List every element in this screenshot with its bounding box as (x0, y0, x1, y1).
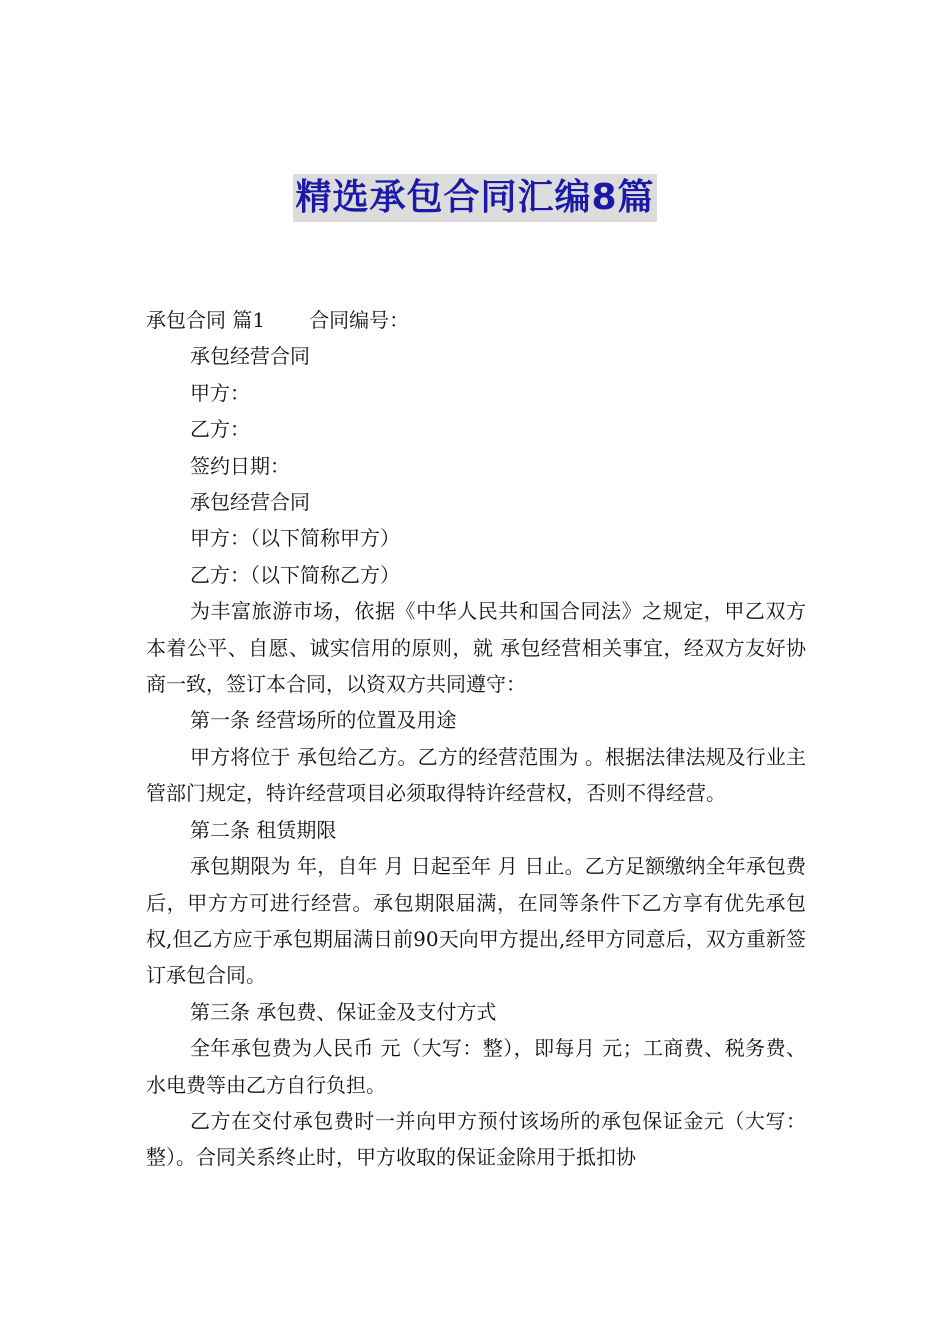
party-a-line: 甲方：（以下简称甲方） (190, 526, 400, 551)
signing-date-line: 签约日期： (190, 453, 290, 478)
party-a-line: 甲方： (190, 380, 250, 405)
contract-line: 承包经营合同 (190, 344, 310, 369)
article-3-title: 第三条 承包费、保证金及支付方式 (190, 999, 497, 1024)
article-3-text-1: 全年承包费为人民币 元（大写：整），即每月 元；工商费、税务费、水电费等由乙方自行负担。 (146, 1036, 806, 1097)
section-heading-title: 承包合同 篇1 (146, 308, 266, 332)
document-title: 精选承包合同汇编8篇 (293, 174, 656, 222)
article-1-text: 甲方将位于 承包给乙方。乙方的经营范围为 。根据法律法规及行业主管部门规定，特许经营项目必须取得特许经营权，否则不得经营。 (146, 744, 806, 806)
title-container (0, 174, 950, 222)
article-1-title: 第一条 经营场所的位置及用途 (190, 708, 457, 733)
section-heading (146, 302, 806, 338)
article-2-title: 第二条 租赁期限 (190, 817, 337, 842)
article-2-text: 承包期限为 年，自年 月 日起至年 月 日止。乙方足额缴纳全年承包费后，甲方方可进行经营。承包期限届满，在同等条件下乙方享有优先承包权,但乙方应于承包期届满日前90天向甲方提出,经甲方同意后，双方重新签订承包合同。 (146, 854, 806, 988)
preamble-paragraph: 为丰富旅游市场，依据《中华人民共和国合同法》之规定，甲乙双方本着公平、自愿、诚实信用的原则，就 承包经营相关事宜，经双方友好协商一致，签订本合同，以资双方共同遵守： (146, 599, 806, 697)
article-3-text-2: 乙方在交付承包费时一并向甲方预付该场所的承包保证金元（大写： 整）。合同关系终止时，甲方收取的保证金除用于抵扣协 (146, 1108, 806, 1170)
contract-number-label: 合同编号： (309, 308, 410, 332)
document-body (146, 302, 806, 1176)
party-b-line: 乙方： (190, 417, 250, 442)
contract-line: 承包经营合同 (190, 490, 310, 515)
party-b-line: 乙方：（以下简称乙方） (190, 562, 400, 587)
